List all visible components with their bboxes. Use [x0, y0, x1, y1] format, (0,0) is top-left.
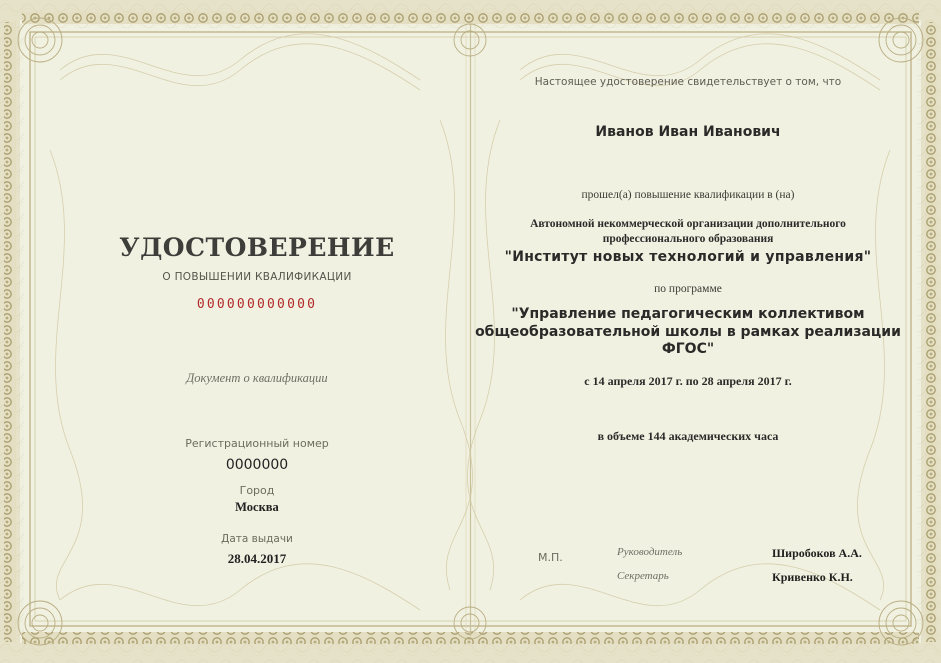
- organization-line-2: профессионального образования: [602, 233, 774, 245]
- training-volume: в объеме 144 академических часа: [597, 429, 779, 443]
- organization-line-1: Автономной некоммерческой организации дополнительного: [530, 218, 846, 230]
- registration-label: Регистрационный номер: [185, 437, 329, 450]
- secretary-name: Кривенко К.Н.: [772, 570, 853, 584]
- holder-full-name: Иванов Иван Иванович: [595, 124, 781, 140]
- registration-number: 0000000: [225, 457, 289, 473]
- head-name: Широбоков А.А.: [772, 546, 862, 560]
- program-name-line-2: общеобразовательной школы в рамках реализации: [475, 324, 901, 340]
- program-name-line-3: ФГОС": [661, 341, 715, 357]
- organization-name: "Институт новых технологий и управления": [504, 249, 872, 265]
- city-label: Город: [239, 484, 275, 497]
- document-type-label: Документ о квалификации: [186, 371, 328, 385]
- head-signature-label: Руководитель: [617, 546, 683, 558]
- program-label: по программе: [654, 283, 722, 295]
- issue-date-value: 28.04.2017: [227, 551, 287, 566]
- document-subtitle: О ПОВЫШЕНИИ КВАЛИФИКАЦИИ: [162, 271, 352, 283]
- document-title: УДОСТОВЕРЕНИЕ: [119, 233, 395, 262]
- passed-training-text: прошел(а) повышение квалификации в (на): [581, 189, 795, 201]
- stamp-place-label: М.П.: [538, 551, 563, 564]
- secretary-signature-label: Секретарь: [617, 570, 669, 582]
- issue-date-label: Дата выдачи: [221, 533, 293, 545]
- training-period: с 14 апреля 2017 г. по 28 апреля 2017 г.: [584, 374, 792, 388]
- certifies-statement: Настоящее удостоверение свидетельствует о том, что: [534, 76, 842, 88]
- serial-number: 000000000000: [196, 297, 318, 312]
- program-name-line-1: "Управление педагогическим коллективом: [511, 306, 865, 322]
- city-value: Москва: [235, 500, 279, 514]
